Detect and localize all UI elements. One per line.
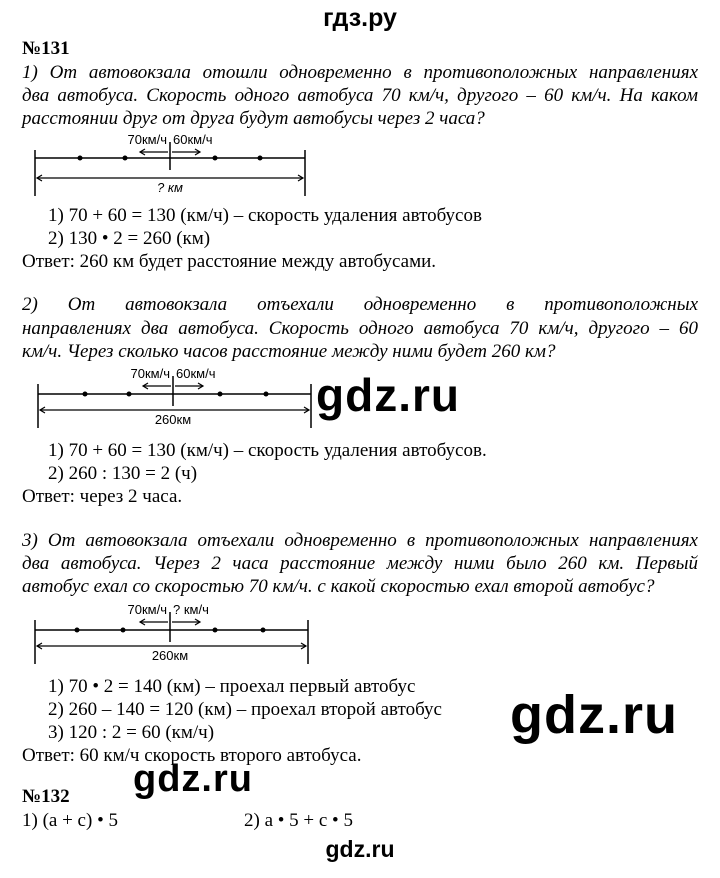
p3-solution-step-2: 2) 260 – 140 = 120 (км) – проехал второй автобус — [48, 699, 442, 720]
p3-solution-step-3: 3) 120 : 2 = 60 (км/ч) — [48, 722, 215, 743]
p1-point — [123, 156, 128, 161]
p3-text-line-2: два автобуса. Через 2 часа расстояние между ними было 260 км. Первый — [22, 553, 698, 574]
task132-item-2: 2) a • 5 + c • 5 — [244, 810, 353, 831]
p2-left-speed: 70км/ч — [130, 366, 170, 381]
p2-answer: Ответ: через 2 часа. — [22, 486, 183, 507]
p3-point — [213, 628, 218, 633]
p2-point — [264, 392, 269, 397]
p1-text-line-1: 1) От автовокзала отошли одновременно в противоположных направлениях — [22, 62, 698, 83]
p2-text-line-2: направлениях два автобуса. Скорость одного автобуса 70 км/ч, другого – 60 — [22, 318, 698, 339]
p2-distance-diagram — [33, 362, 323, 434]
p3-point — [75, 628, 80, 633]
watermark-gdz: gdz.ru — [316, 369, 460, 421]
p3-left-speed: 70км/ч — [127, 602, 167, 617]
p1-point — [78, 156, 83, 161]
p2-text-line-1: 2) От автовокзала отъехали одновременно в противоположных — [22, 294, 698, 315]
p2-solution-step-2: 2) 260 : 130 = 2 (ч) — [48, 463, 198, 484]
task132-item-1: 1) (a + c) • 5 — [22, 810, 118, 831]
p3-answer: Ответ: 60 км/ч скорость второго автобуса. — [22, 745, 362, 766]
site-footer: gdz.ru — [325, 836, 395, 862]
p3-distance-diagram — [30, 598, 320, 670]
watermark-gdz: gdz.ru — [133, 758, 253, 800]
p3-distance-label: 260км — [151, 648, 189, 663]
p1-distance-diagram — [30, 128, 320, 206]
p3-text-line-1: 3) От автовокзала отъехали одновременно в противоположных направлениях — [22, 530, 698, 551]
task-number-132: №132 — [22, 786, 70, 807]
p2-text-line-3: км/ч. Через сколько часов расстояние между ними будет 260 км? — [22, 341, 556, 362]
p1-solution-step-1: 1) 70 + 60 = 130 (км/ч) – скорость удаления автобусов — [48, 205, 482, 226]
task-number-131: №131 — [22, 38, 70, 59]
p3-point — [261, 628, 266, 633]
p3-point — [121, 628, 126, 633]
p1-answer: Ответ: 260 км будет расстояние между автобусами. — [22, 251, 437, 272]
p2-distance-label: 260км — [154, 412, 192, 427]
p1-point — [213, 156, 218, 161]
p1-distance-label: ? км — [157, 180, 183, 195]
p2-point — [218, 392, 223, 397]
p1-text-line-2: два автобуса. Скорость одного автобуса 70 км/ч, другого – 60 км/ч. На каком — [22, 85, 698, 106]
p2-right-speed: 60км/ч — [176, 366, 216, 381]
watermark-gdz: gdz.ru — [510, 685, 678, 745]
p1-solution-step-2: 2) 130 • 2 = 260 (км) — [48, 228, 211, 249]
p2-point — [83, 392, 88, 397]
p1-point — [258, 156, 263, 161]
p1-right-speed: 60км/ч — [173, 132, 213, 147]
p3-solution-step-1: 1) 70 • 2 = 140 (км) – проехал первый автобус — [48, 676, 416, 697]
p3-text-line-3: автобус ехал со скоростью 70 км/ч. с какой скоростью ехал второй автобус? — [22, 576, 655, 597]
p1-text-line-3: расстоянии друг от друга будут автобусы через 2 часа? — [22, 108, 485, 129]
p3-right-speed: ? км/ч — [173, 602, 209, 617]
site-header: гдз.ру — [323, 4, 397, 32]
p2-point — [127, 392, 132, 397]
p2-solution-step-1: 1) 70 + 60 = 130 (км/ч) – скорость удаления автобусов. — [48, 440, 487, 461]
p1-left-speed: 70км/ч — [127, 132, 167, 147]
